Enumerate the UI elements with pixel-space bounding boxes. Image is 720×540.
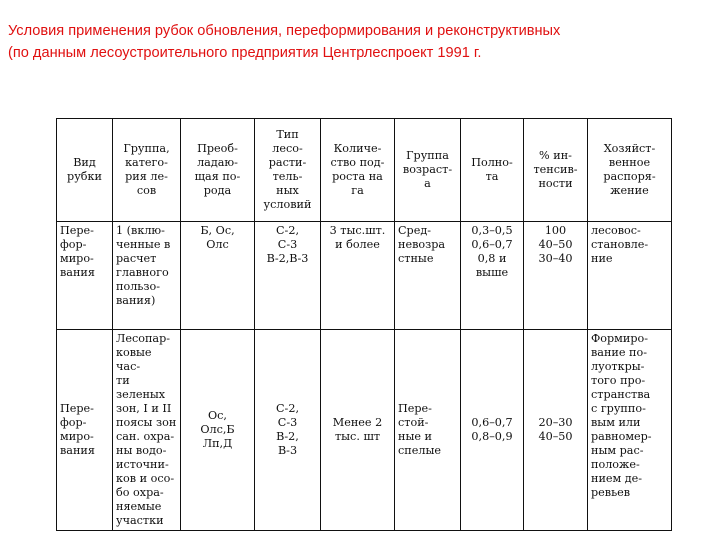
header-density: Полно- та <box>461 119 524 222</box>
cell-kind: Пере- фор- миро- вания <box>57 330 113 531</box>
cell-intensity: 20–30 40–50 <box>524 330 588 531</box>
header-site: Тип лесо- расти- тель- ных условий <box>255 119 321 222</box>
header-kind: Вид рубки <box>57 119 113 222</box>
header-species: Преоб- ладаю- щая по- рода <box>181 119 255 222</box>
table-row <box>57 330 672 531</box>
caption-line-2: (по данным лесоустроительного предприятия Центрлеспроект 1991 г. <box>8 45 482 61</box>
header-undergrowth: Количе- ство под- роста на га <box>321 119 395 222</box>
cell-density: 0,3–0,5 0,6–0,7 0,8 и выше <box>461 222 524 330</box>
cell-kind: Пере- фор- миро- вания <box>57 222 113 330</box>
cell-management: Формиро- вание по- луоткры- того про- странства с группо- вым или равномер- ным рас- положе- нием де- ревьев <box>588 330 672 531</box>
header-management: Хозяйст- венное распоря- жение <box>588 119 672 222</box>
cell-undergrowth: Менее 2 тыс. шт <box>321 330 395 531</box>
cell-group: Лесопар- ковые час- ти зеленых зон, I и II поясы зон сан. охра- ны водо- источни- ков и осо- бо охра- няемые участки <box>113 330 181 531</box>
caption <box>8 20 713 64</box>
header-row <box>57 119 672 222</box>
cell-site: С-2, С-3 В-2, В-3 <box>255 330 321 531</box>
cell-site: С-2, С-3 В-2,В-3 <box>255 222 321 330</box>
cuttings-table <box>56 118 672 531</box>
cell-age: Пере- стой- ные и спелые <box>395 330 461 531</box>
header-group: Группа, катего- рия ле- сов <box>113 119 181 222</box>
cell-group: 1 (вклю- ченные в расчет главного пользо- вания) <box>113 222 181 330</box>
cell-intensity: 100 40–50 30–40 <box>524 222 588 330</box>
cell-density: 0,6–0,7 0,8–0,9 <box>461 330 524 531</box>
cell-species: Б, Ос, Олс <box>181 222 255 330</box>
cell-management: лесовос- становле- ние <box>588 222 672 330</box>
header-age: Группа возраст- а <box>395 119 461 222</box>
cell-age: Сред- невозра стные <box>395 222 461 330</box>
header-intensity: % ин- тенсив- ности <box>524 119 588 222</box>
cell-species: Ос, Олс,Б Лп,Д <box>181 330 255 531</box>
table-row <box>57 222 672 330</box>
cell-undergrowth: 3 тыс.шт. и более <box>321 222 395 330</box>
caption-line-1: Условия применения рубок обновления, переформирования и реконструктивных <box>8 23 561 39</box>
